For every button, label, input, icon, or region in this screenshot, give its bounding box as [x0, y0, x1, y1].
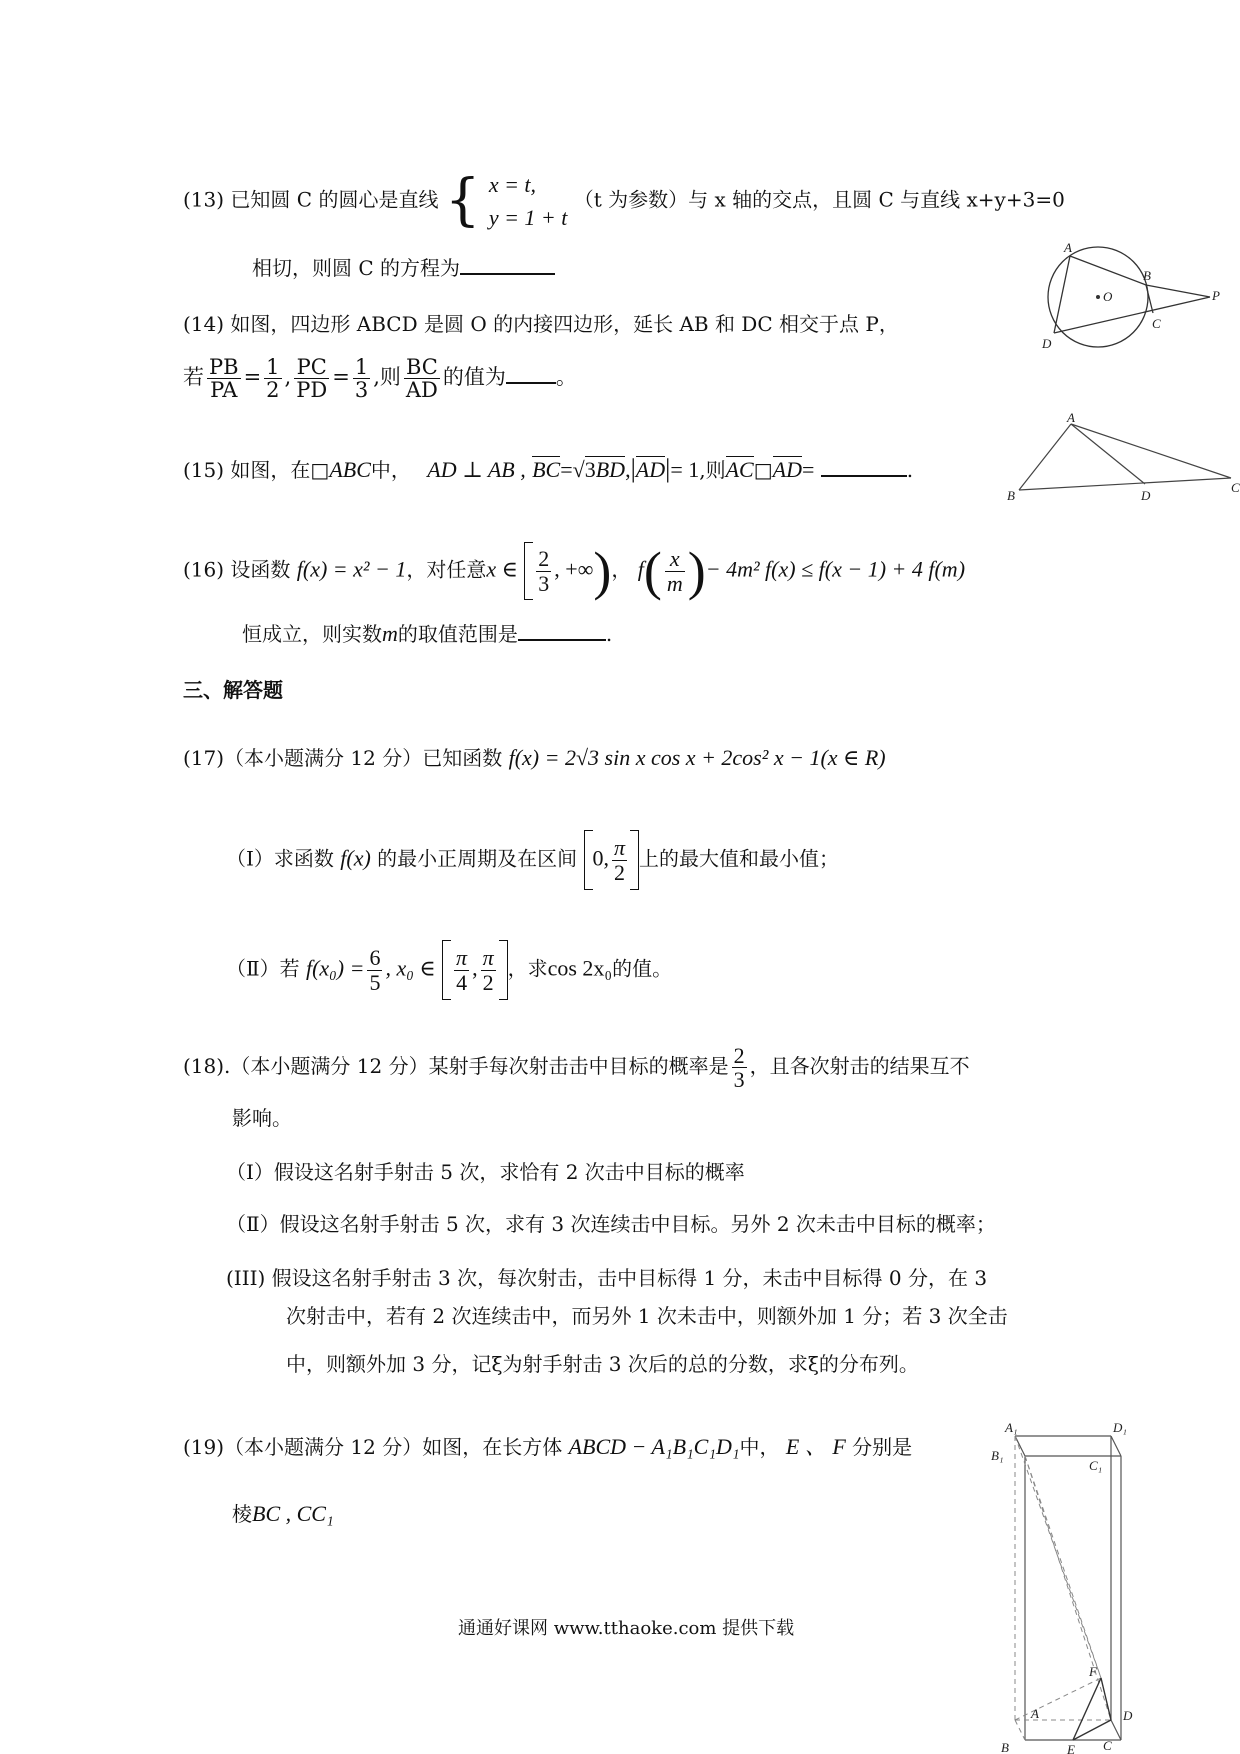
q13-eq1: x = t,	[488, 172, 537, 197]
fig19-label-d: D	[1123, 1708, 1133, 1723]
q19-line1	[183, 1430, 912, 1461]
q14-line2: 若 $\frac{PB}{PA}$ = $\frac{1}{2}$ , $\frac{PC}{PD}$ = $\frac{1}{3}$ ,则 $\frac{BC}{AD}$ 的值为 。	[183, 355, 577, 403]
q15-pre: 如图，在□	[230, 458, 330, 482]
q17-head: （本小题满分 12 分）已知函数	[224, 746, 503, 770]
q14-ze: ,则	[373, 365, 401, 390]
q15-ad-perp-ab: AD ⊥ AB ,	[427, 457, 526, 482]
bracket-right-icon	[499, 940, 508, 1000]
q16-line1	[183, 540, 965, 602]
frac-6-5: $\frac{6}{5}$	[369, 945, 381, 995]
q17-number: (17)	[183, 746, 225, 770]
q19-line2a: 棱	[232, 1502, 252, 1526]
q16-line2	[242, 618, 612, 647]
q18-line1	[183, 1044, 970, 1091]
fig19-label-a1: A₁	[1005, 1420, 1018, 1435]
q18-part2: （Ⅱ）假设这名射手射击 5 次，求有 3 次连续击中目标。另外 2 次未击中目标的概率；	[226, 1212, 996, 1236]
q13-post: （t 为参数）与 x 轴的交点，且圆 C 与直线 x+y+3=0	[573, 187, 1065, 212]
q18-part3-a: (III) 假设这名射手射击 3 次，每次射击，击中目标得 1 分，未击中目标得 0 分，在 3	[226, 1266, 988, 1290]
fig14-label-o: O	[1103, 289, 1113, 304]
q13-pre: 已知圆 C 的圆心是直线	[230, 187, 439, 212]
q14-ruo: 若	[183, 365, 204, 390]
q17-p1-label: （Ⅰ）	[226, 846, 274, 871]
fig14-label-b: B	[1143, 268, 1151, 283]
sqrt-icon: √	[572, 457, 585, 482]
q18-line2: 影响。	[232, 1106, 292, 1130]
q16-comma: ，	[611, 557, 632, 582]
q17-p1-fx: f(x)	[340, 845, 371, 871]
q19-figure	[985, 1420, 1135, 1754]
vector-bc: BC	[532, 457, 561, 482]
frac-pb-pa: $\frac{PB}{PA}$	[209, 355, 239, 403]
frac-pc-pd: $\frac{PC}{PD}$	[296, 355, 328, 403]
frac-x-m: $\frac{x}{m}$	[666, 546, 683, 596]
frac-2-3: $\frac{2}{3}$	[538, 546, 550, 596]
fig19-label-b: B	[1001, 1740, 1009, 1754]
q17-p2-a: 若	[279, 956, 300, 981]
q17-line	[183, 742, 886, 771]
q13-system	[489, 168, 568, 234]
fig19-label-d1: D₁	[1113, 1420, 1127, 1435]
q16-fx: f(x) = x² − 1	[296, 556, 407, 582]
vector-ad-2: AD	[772, 457, 802, 482]
fig14-label-a: A	[1064, 240, 1072, 255]
q16-xin: x ∈	[486, 556, 518, 582]
q14-text: 如图，四边形 ABCD 是圆 O 的内接四边形，延长 AB 和 DC 相交于点 P，	[230, 312, 899, 336]
q17-p2-cos: cos 2x₀	[547, 955, 613, 981]
section-heading: 三、解答题	[183, 678, 283, 702]
q16-line2b: 的取值范围是	[397, 622, 518, 646]
vector-bd: BD	[595, 457, 626, 482]
frac-pi-2: $\frac{\pi}{2}$	[614, 835, 626, 885]
q15-sqrt3: 3	[584, 457, 596, 482]
fig19-label-e: E	[1067, 1742, 1075, 1754]
q15-end: .	[906, 458, 914, 482]
q19-ef: E 、 F	[785, 1434, 846, 1459]
fig14-label-c: C	[1152, 316, 1161, 331]
q17-p2-label: （Ⅱ）	[226, 956, 280, 981]
q16-f: f	[637, 556, 644, 582]
q14-end: 。	[555, 365, 577, 390]
q17-p2-fx0: f(x₀) =	[305, 955, 365, 981]
q17-p2-c: 的值。	[612, 956, 673, 981]
q16-rest: − 4m² f(x) ≤ f(x − 1) + 4 f(m)	[705, 556, 966, 582]
q17-p1-b: 的最小正周期及在区间	[377, 846, 578, 871]
q17-p2-x0: , x₀ ∈	[385, 955, 436, 981]
bracket-left-icon	[442, 940, 451, 1000]
frac-pi-2b: $\frac{\pi}{2}$	[482, 945, 494, 995]
vector-ad: AD	[635, 457, 666, 482]
q19-head: （本小题满分 12 分）如图，在长方体	[224, 1435, 563, 1459]
q15-number: (15)	[183, 458, 225, 482]
q17-p1-a: 求函数	[273, 846, 334, 871]
q13-line2-text: 相切，则圆 C 的方程为	[252, 256, 461, 280]
q13-eq2: y = 1 + t	[488, 205, 568, 230]
paren-right-icon: )	[687, 541, 706, 601]
q14-figure	[1040, 240, 1220, 350]
q19-mid: 中，	[739, 1435, 780, 1459]
brace-icon: {	[444, 168, 481, 233]
q17-fx: f(x) = 2√3 sin x cos x + 2cos² x − 1(x ∈ R)	[508, 745, 886, 770]
q15-abc: ABC	[329, 457, 371, 482]
q16-number: (16)	[183, 557, 225, 582]
fig19-label-f: F	[1089, 1664, 1097, 1679]
q13-line1	[183, 168, 1065, 234]
frac-pi-4: $\frac{\pi}{4}$	[456, 945, 468, 995]
q18-part3-c: 中，则额外加 3 分，记ξ为射手射击 3 次后的总的分数，求ξ的分布列。	[286, 1352, 919, 1376]
q18-number: (18).	[183, 1054, 231, 1079]
q16-inf: , +∞	[554, 556, 594, 582]
q15-dot: □	[753, 458, 773, 482]
frac-1-3: $\frac{1}{3}$	[354, 355, 369, 403]
q15-line: (15) 如图，在□ABC中， AD ⊥ AB , BC=√3BD,|AD|= 1,则AC□AD= .	[183, 454, 914, 483]
answer-blank	[821, 475, 907, 477]
q15-eq1: = 1	[670, 457, 700, 482]
fig19-label-b1: B₁	[991, 1448, 1004, 1463]
q16-m: m	[382, 621, 398, 646]
q15-eq: =	[560, 457, 573, 482]
q18-part1: （Ⅰ）假设这名射手射击 5 次，求恰有 2 次击中目标的概率	[226, 1160, 745, 1184]
fig14-label-d: D	[1042, 336, 1052, 351]
q18-head2: ，且各次射击的结果互不	[749, 1054, 970, 1079]
paren-left-icon: (	[643, 541, 662, 601]
bracket-right-icon	[630, 830, 639, 890]
frac-1-2: $\frac{1}{2}$	[266, 355, 280, 403]
fig19-label-a: A	[1031, 1706, 1039, 1721]
fig19-label-c: C	[1103, 1738, 1112, 1753]
q18-part3-b: 次射击中，若有 2 次连续击中，而另外 1 次未击中，则额外加 1 分；若 3 次全击	[286, 1304, 1008, 1328]
q14-post: 的值为	[442, 365, 506, 390]
q18-head: （本小题满分 12 分）某射手每次射击击中目标的概率是	[230, 1054, 729, 1079]
q19-post: 分别是	[852, 1435, 913, 1459]
frac-bc-ad: $\frac{BC}{AD}$	[405, 355, 438, 403]
footer-text: 通通好课网 www.tthaoke.com 提供下载	[458, 1618, 795, 1639]
q16-line2a: 恒成立，则实数	[242, 622, 382, 646]
q14-number: (14)	[183, 312, 225, 336]
paren-right-icon: )	[593, 541, 612, 601]
fig14-label-p: P	[1212, 288, 1220, 303]
q14-line1	[183, 308, 899, 337]
q19-line2	[232, 1498, 334, 1527]
q19-box: ABCD − A₁B₁C₁D₁	[568, 1434, 740, 1459]
frac-2-3-prob: $\frac{2}{3}$	[733, 1043, 745, 1093]
q16-end: .	[605, 622, 613, 646]
q19-number: (19)	[183, 1435, 225, 1459]
q17-p2-b: ，求	[507, 956, 548, 981]
q15-eq2: =	[801, 457, 815, 482]
q17-part1	[226, 830, 839, 890]
bracket-left-icon	[584, 830, 593, 890]
bracket-left-icon	[524, 542, 533, 600]
q17-p1-c: 上的最大值和最小值；	[639, 846, 840, 871]
q16-mid: ，对任意	[406, 557, 487, 582]
answer-blank	[506, 382, 556, 384]
q13-number: (13)	[183, 187, 225, 212]
q15-figure	[1005, 410, 1240, 503]
q15-ze: ,则	[699, 458, 726, 482]
q13-line2	[252, 252, 555, 281]
answer-blank	[518, 639, 606, 641]
fig15-label-d: D	[1141, 488, 1151, 503]
q17-part2: （Ⅱ）若 f(x₀) = $\frac{6}{5}$ , x₀ ∈ $\frac{\pi}{4}$ , $\frac{\pi}{2}$ ，求cos 2x₀的值。	[226, 940, 672, 1000]
fig15-label-c: C	[1231, 480, 1240, 495]
q17-p1-int: 0,	[592, 845, 610, 871]
q15-mid: 中，	[370, 458, 411, 482]
q19-line2b: BC , CC₁	[252, 1501, 334, 1526]
fig15-label-b: B	[1007, 488, 1015, 503]
fig19-label-c1: C₁	[1089, 1458, 1103, 1473]
q16-pre: 设函数	[230, 557, 291, 582]
vector-ac: AC	[725, 457, 754, 482]
fig15-label-a: A	[1067, 410, 1075, 425]
answer-blank	[460, 273, 555, 275]
